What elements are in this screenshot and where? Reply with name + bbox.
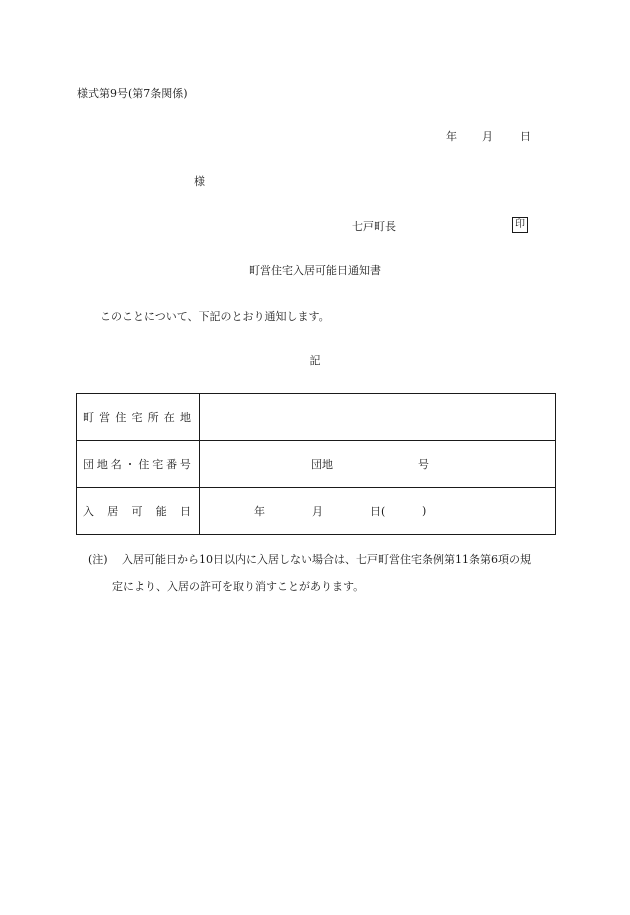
move-in-close-paren: )	[422, 504, 427, 518]
info-table	[76, 393, 556, 535]
note-line-1	[88, 551, 531, 567]
note-label: (注)	[88, 553, 108, 566]
addressee-suffix: 様	[194, 175, 205, 188]
document-title: 町営住宅入居可能日通知書	[249, 264, 381, 277]
form-number: 様式第9号(第7条関係)	[77, 87, 188, 100]
danchi-label: 団地	[311, 458, 333, 471]
move-in-day: 日(	[370, 505, 386, 518]
move-in-date-value	[200, 488, 556, 535]
table-row-housing-number	[77, 441, 556, 488]
date-month: 月	[482, 130, 493, 143]
housing-number-label: 団 地 名 ・ 住 宅 番 号	[77, 441, 200, 488]
address-value	[200, 394, 556, 441]
note-text-1: 入居可能日から10日以内に入居しない場合は、七戸町営住宅条例第11条第6項の規	[122, 553, 531, 566]
date-year: 年	[446, 130, 457, 143]
move-in-date-label: 入 居 可 能 日	[77, 488, 200, 535]
issuer-name: 七戸町長	[352, 220, 396, 233]
table-row-move-in-date	[77, 488, 556, 535]
note-line-2: 定により、入居の許可を取り消すことがあります。	[112, 580, 365, 593]
date-line	[446, 128, 531, 144]
housing-number-value	[200, 441, 556, 488]
seal-mark: 印	[512, 217, 528, 233]
move-in-year: 年	[254, 505, 265, 518]
ki-heading: 記	[309, 354, 321, 367]
date-day: 日	[520, 130, 531, 143]
body-text: このことについて、下記のとおり通知します。	[100, 310, 330, 323]
address-label: 町 営 住 宅 所 在 地	[77, 394, 200, 441]
table-row-address	[77, 394, 556, 441]
move-in-month: 月	[312, 505, 323, 518]
go-label: 号	[418, 458, 429, 471]
